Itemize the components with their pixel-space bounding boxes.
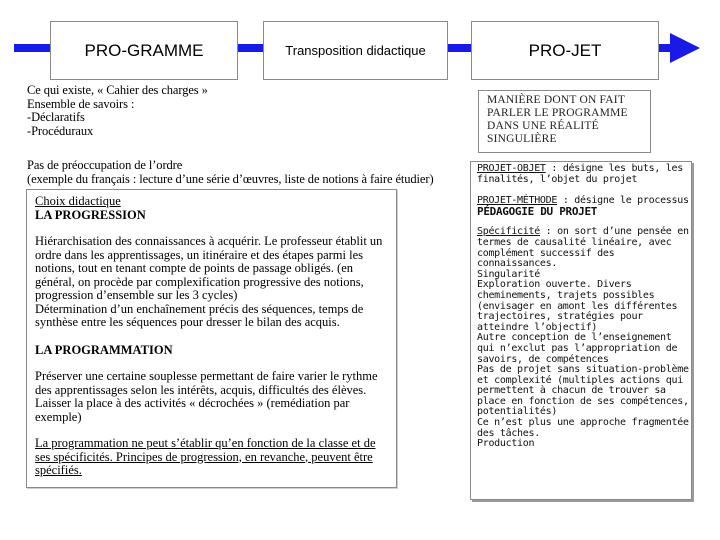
projet-objet-definition (477, 164, 689, 185)
ordre-line: (exemple du français : lecture d’une série d’œuvres, liste de notions à faire étudier) (27, 171, 434, 186)
programme-description (27, 84, 327, 138)
arrow-head-icon (670, 33, 700, 63)
maniere-line: SINGULIÈRE (487, 133, 557, 145)
ordre-line: Pas de préoccupation de l’ordre (27, 158, 183, 172)
progression-title: LA PROGRESSION (35, 207, 146, 222)
transposition-label: Transposition didactique (285, 43, 426, 58)
specificite-label: Spécificité (477, 226, 540, 238)
programme-box (50, 21, 238, 80)
list-item: Ce n’est plus une approche fragmentée des tâches. (477, 417, 689, 439)
intro-line: Ensemble de savoirs : (27, 96, 135, 111)
list-item: Pas de projet sans situation-problème et complexité (multiples actions qui permettent à chacun de trouver sa place en fonction de ses compétences, potentialités) (477, 364, 689, 418)
list-item: Autre conception de l’enseignement qui n’exclut pas l’appropriation de savoirs, de compétences (477, 332, 678, 365)
specificite-definition (477, 227, 689, 269)
list-item: Exploration ouverte. Divers cheminements, trajets possibles (envisager en amont les différentes trajectoires, stratégies pour atteindre l’objectif) (477, 279, 678, 333)
maniere-line: PARLER LE PROGRAMME (487, 107, 628, 119)
maniere-box (478, 90, 651, 153)
transposition-box (263, 21, 448, 80)
programmation-title: LA PROGRAMMATION (35, 342, 173, 357)
programme-label: PRO-GRAMME (84, 40, 204, 60)
list-item: Production (477, 438, 535, 450)
programmation-conclusion: La programmation ne peut s’établir qu’en fonction de la classe et de ses spécificités. Principes de progression, en revanche, peuvent être spécifiés. (35, 436, 376, 477)
maniere-line: MANIÈRE DONT ON FAIT (487, 94, 626, 106)
intro-line: -Déclaratifs (27, 110, 85, 124)
list-item: Singularité (477, 268, 540, 280)
ordre-description (27, 159, 447, 186)
projet-methode-label: PROJET-MÉTHODE (477, 195, 558, 207)
progression-text: Hiérarchisation des connaissances à acquérir. Le professeur établit un ordre dans les apprentissages, un itinéraire et des étapes parmi les notions, tout en tenant compte de points de passage obligés. (en général, on procède par complexification progressive des notions, progression d’ensemble sur les 3 cycles) (35, 234, 383, 302)
projet-label: PRO-JET (528, 40, 602, 60)
choix-didactique-label: Choix didactique (35, 194, 121, 208)
intro-line: -Procéduraux (27, 123, 94, 138)
progression-text-2: Détermination d’un enchaînement précis des séquences, temps de synthèse entre les séquences pour dresser le bilan des acquis. (35, 301, 364, 329)
specificite-text: : on sort d’une pensée en termes de causalité linéaire, avec complément successif des connaissances. (477, 226, 689, 270)
pedagogie-projet-title: PÉDAGOGIE DU PROJET (477, 204, 598, 218)
maniere-line: DANS UNE RÉALITÉ (487, 120, 599, 132)
projet-objet-label: PROJET-OBJET (477, 163, 546, 174)
projet-methode-text: : désigne le processus (557, 195, 689, 207)
programmation-text: Préserver une certaine souplesse permettant de faire varier le rythme des apprentissages selon les intérêts, acquis, difficultés des élèves. (35, 369, 378, 397)
projet-detail-box (470, 161, 692, 500)
intro-line: Ce qui existe, « Cahier des charges » (27, 83, 208, 97)
projet-objet-text: : désigne les buts, les finalités, l’objet du projet (477, 163, 683, 185)
programmation-text-2: Laisser la place à des activités « décrochées » (remédiation par exemple) (35, 396, 350, 424)
choix-didactique-box (26, 189, 397, 488)
projet-box (471, 21, 659, 80)
